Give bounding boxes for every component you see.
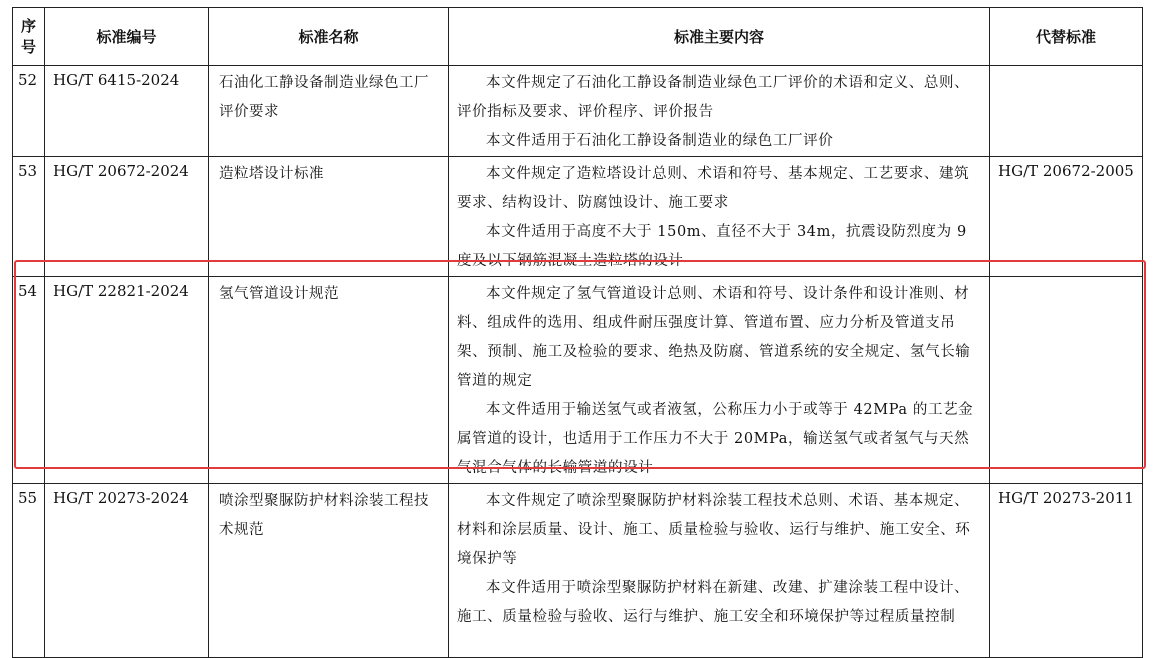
row-name: 石油化工静设备制造业绿色工厂评价要求: [209, 66, 449, 157]
row-name: 氢气管道设计规范: [209, 277, 449, 484]
row-content: [449, 157, 990, 277]
header-content: 标准主要内容: [449, 8, 990, 66]
row-seq: 52: [13, 66, 45, 157]
row-content: [449, 484, 990, 658]
content-paragraph: 本文件规定了喷涂型聚脲防护材料涂装工程技术总则、术语、基本规定、材料和涂层质量、设计、施工、质量检验与验收、运行与维护、施工安全、环境保护等: [457, 493, 971, 567]
header-seq: [13, 8, 45, 66]
row-replaces: HG/T 20273-2011: [990, 484, 1143, 658]
table-row: [13, 277, 1143, 484]
header-seq-line2: 号: [20, 37, 36, 56]
row-name: 造粒塔设计标准: [209, 157, 449, 277]
table-header-row: [13, 8, 1143, 66]
content-paragraph: 本文件规定了石油化工静设备制造业绿色工厂评价的术语和定义、总则、评价指标及要求、评价程序、评价报告: [457, 75, 970, 120]
row-content: [449, 66, 990, 157]
header-seq-line1: 序: [20, 16, 36, 35]
row-seq: 53: [13, 157, 45, 277]
content-paragraph: 本文件适用于高度不大于 150m、直径不大于 34m，抗震设防烈度为 9 度及以下钢筋混凝土造粒塔的设计: [457, 224, 967, 269]
content-paragraph: 本文件规定了氢气管道设计总则、术语和符号、设计条件和设计准则、材料、组成件的选用、组成件耐压强度计算、管道布置、应力分析及管道支吊架、预制、施工及检验的要求、绝热及防腐、管道系统的安全规定、氢气长输管道的规定: [457, 286, 971, 389]
row-code: HG/T 6415-2024: [45, 66, 209, 157]
content-paragraph: 本文件适用于输送氢气或者液氢，公称压力小于或等于 42MPa 的工艺金属管道的设计，也适用于工作压力不大于 20MPa，输送氢气或者氢气与天然气混合气体的长输管道的设计: [457, 402, 974, 476]
table-row: [13, 157, 1143, 277]
standards-table: [12, 7, 1143, 658]
row-content: [449, 277, 990, 484]
content-paragraph: 本文件规定了造粒塔设计总则、术语和符号、基本规定、工艺要求、建筑要求、结构设计、防腐蚀设计、施工要求: [457, 166, 970, 211]
row-seq: 55: [13, 484, 45, 658]
table-row: [13, 66, 1143, 157]
row-code: HG/T 20273-2024: [45, 484, 209, 658]
row-replaces: [990, 66, 1143, 157]
row-code: HG/T 22821-2024: [45, 277, 209, 484]
header-replaces: 代替标准: [990, 8, 1143, 66]
table-row: [13, 484, 1143, 658]
row-replaces: [990, 277, 1143, 484]
row-seq: 54: [13, 277, 45, 484]
header-code: 标准编号: [45, 8, 209, 66]
content-paragraph: 本文件适用于石油化工静设备制造业的绿色工厂评价: [486, 133, 834, 149]
row-name: 喷涂型聚脲防护材料涂装工程技术规范: [209, 484, 449, 658]
content-paragraph: 本文件适用于喷涂型聚脲防护材料在新建、改建、扩建涂装工程中设计、施工、质量检验与验收、运行与维护、施工安全和环境保护等过程质量控制: [457, 580, 970, 625]
row-replaces: HG/T 20672-2005: [990, 157, 1143, 277]
row-code: HG/T 20672-2024: [45, 157, 209, 277]
header-name: 标准名称: [209, 8, 449, 66]
